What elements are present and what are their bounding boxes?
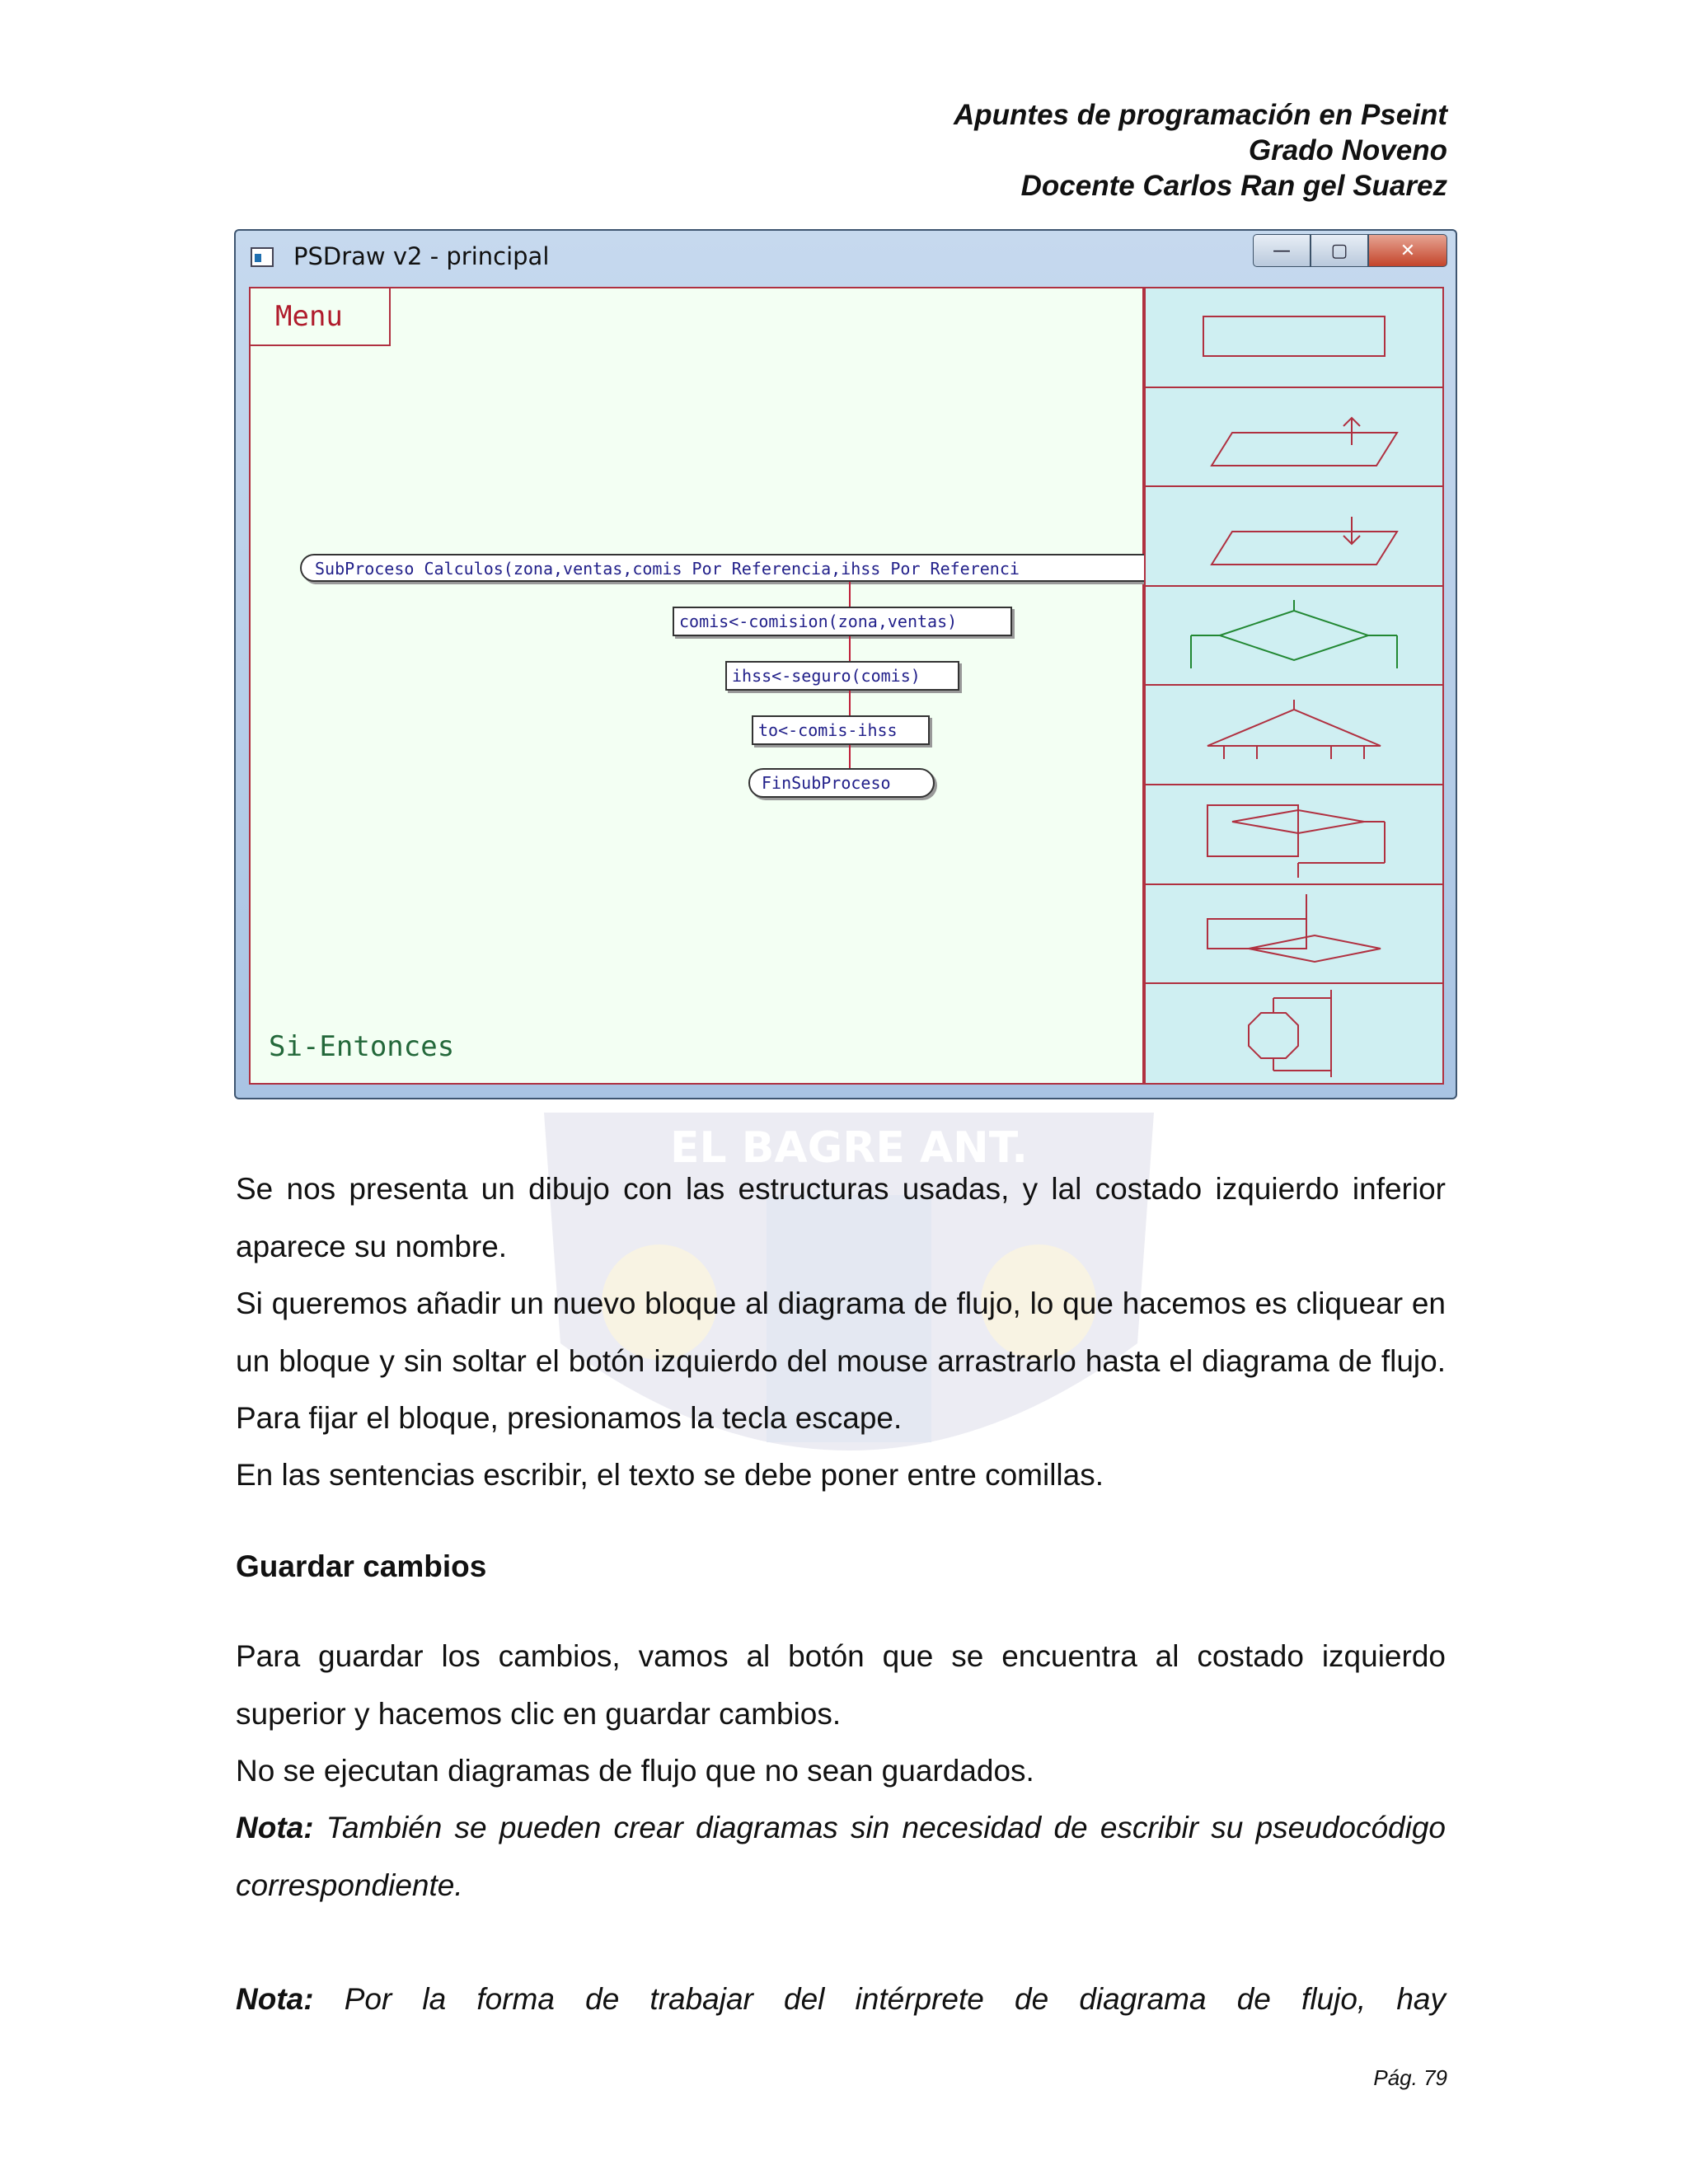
- paragraph-structures: Se nos presenta un dibujo con las estructuras usadas, y lal costado izquierdo inferior aparece su nombre.: [236, 1172, 1446, 1263]
- paragraph-write-statements: En las sentencias escribir, el texto se debe poner entre comillas.: [236, 1458, 1104, 1492]
- input-block-icon: [1187, 499, 1401, 573]
- palette-while-loop-block[interactable]: [1146, 785, 1442, 885]
- maximize-icon: ▢: [1330, 240, 1348, 261]
- output-block-icon: [1187, 400, 1401, 474]
- window-title: PSDraw v2 - principal: [293, 242, 550, 270]
- document-header: [954, 97, 1447, 204]
- assign-node-to[interactable]: to<-comis-ihss: [752, 715, 930, 745]
- window-controls: [1253, 234, 1447, 267]
- window-titlebar[interactable]: [236, 231, 1456, 284]
- section-heading-save-changes: Guardar cambios: [236, 1549, 487, 1583]
- psdraw-window: [234, 229, 1457, 1099]
- switch-block-icon: [1183, 698, 1405, 772]
- structure-name-label: Si-Entonces: [269, 1030, 455, 1063]
- close-icon: ✕: [1400, 240, 1416, 261]
- header-course: Apuntes de programación en Pseint: [954, 99, 1447, 131]
- palette-decision-block[interactable]: [1146, 587, 1442, 687]
- diagram-canvas[interactable]: [249, 287, 1144, 1085]
- palette-switch-block[interactable]: [1146, 686, 1442, 785]
- connector: [849, 745, 851, 768]
- palette-input-block[interactable]: [1146, 487, 1442, 587]
- menu-button[interactable]: Menu: [251, 288, 391, 346]
- connector: [849, 691, 851, 715]
- maximize-button[interactable]: [1311, 234, 1368, 267]
- paragraph-add-block: Si queremos añadir un nuevo bloque al diagrama de flujo, lo que hacemos es cliquear en un bloque y sin soltar el botón izquierdo del mouse arrastrarlo hasta el diagrama de flujo. Para fijar el bloque, presionamos la tecla escape.: [236, 1286, 1446, 1435]
- block-palette: [1144, 287, 1444, 1085]
- palette-repeat-loop-block[interactable]: [1146, 885, 1442, 985]
- note-label: Nota:: [236, 1982, 314, 2016]
- header-grade: Grado Noveno: [1248, 134, 1447, 166]
- assign-node-comis[interactable]: comis<-comision(zona,ventas): [673, 607, 1012, 636]
- palette-process-block[interactable]: [1146, 288, 1442, 388]
- header-teacher: Docente Carlos Ran gel Suarez: [1020, 170, 1447, 202]
- connector: [849, 582, 851, 607]
- svg-text:EL BAGRE ANT.: EL BAGRE ANT.: [669, 1123, 1029, 1173]
- connector: [849, 636, 851, 661]
- for-loop-icon: [1183, 988, 1405, 1079]
- assign-node-ihss[interactable]: ihss<-seguro(comis): [725, 661, 959, 691]
- note-create-diagrams: [236, 1799, 1446, 1914]
- while-loop-icon: [1183, 789, 1405, 879]
- note-text: También se pueden crear diagramas sin necesidad de escribir su pseudocódigo correspondiente.: [236, 1811, 1447, 1902]
- note-label: Nota:: [236, 1811, 314, 1844]
- paragraph-save-instructions: Para guardar los cambios, vamos al botón que se encuentra al costado izquierdo superior y hacemos clic en guardar cambios.: [236, 1639, 1446, 1731]
- subprocess-start-node[interactable]: SubProceso Calculos(zona,ventas,comis Por Referencia,ihss Por Referenci: [300, 554, 1149, 582]
- minimize-button[interactable]: [1253, 234, 1311, 267]
- process-block-icon: [1195, 308, 1393, 366]
- decision-block-icon: [1183, 598, 1405, 673]
- paragraph-unsaved-warning: No se ejecutan diagramas de flujo que no sean guardados.: [236, 1754, 1034, 1788]
- close-button[interactable]: [1368, 234, 1447, 267]
- note-text: Por la forma de trabajar del intérprete de diagrama de flujo, hay: [344, 1982, 1446, 2016]
- note-interpreter: [236, 1971, 1446, 2028]
- palette-for-loop-block[interactable]: [1146, 984, 1442, 1084]
- minimize-icon: —: [1273, 240, 1291, 261]
- subprocess-end-node[interactable]: FinSubProceso: [748, 768, 935, 798]
- page-number: Pág. 79: [1373, 2065, 1447, 2090]
- repeat-loop-icon: [1183, 893, 1405, 975]
- palette-output-block[interactable]: [1146, 388, 1442, 488]
- app-icon: [251, 247, 274, 267]
